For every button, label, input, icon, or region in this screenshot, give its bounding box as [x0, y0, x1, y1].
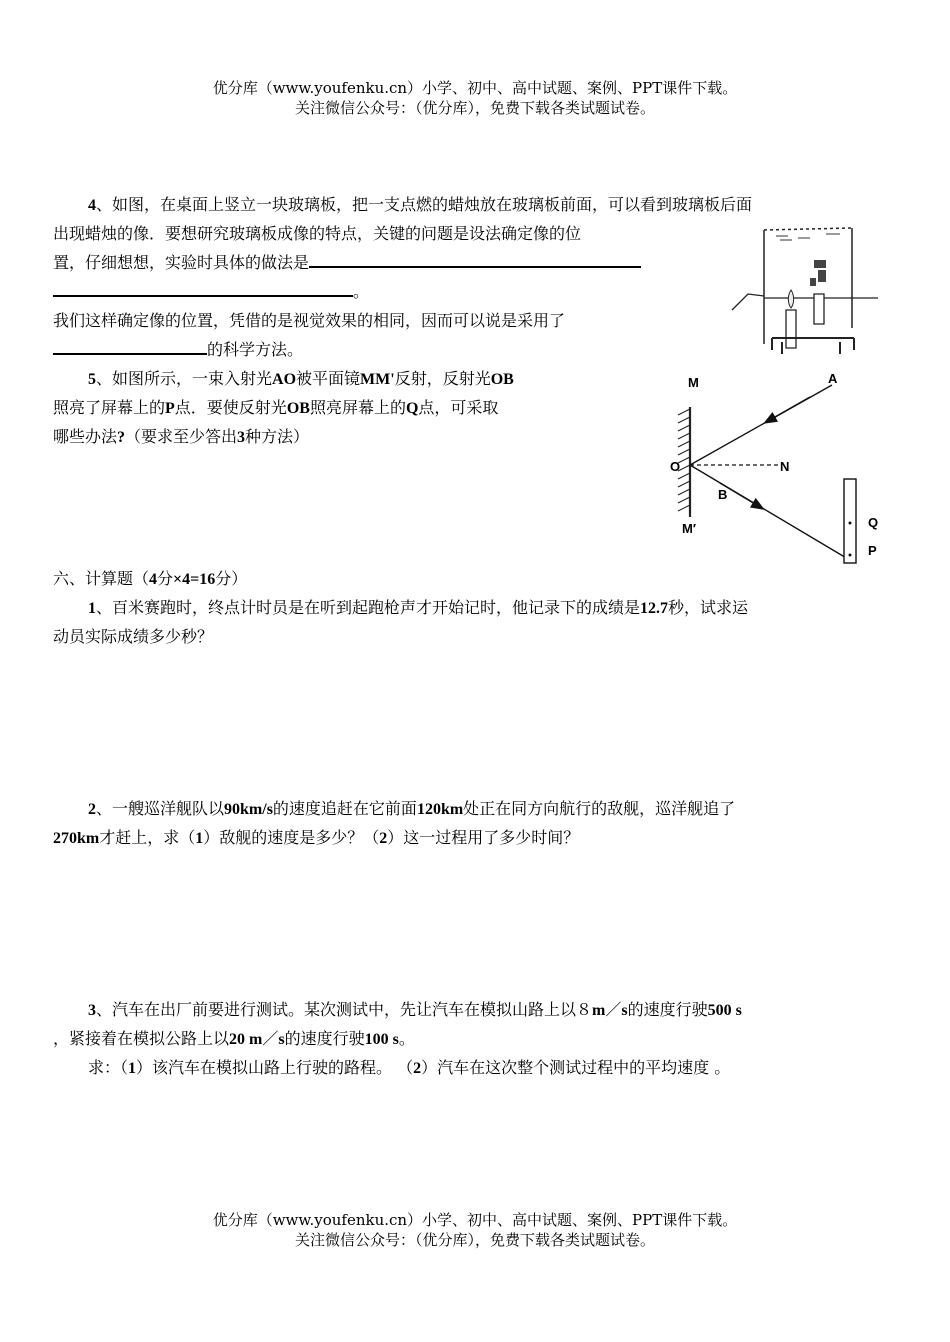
- q4-answer-blank-2[interactable]: [53, 277, 353, 297]
- q4-line-2: 出现蜡烛的像．要想研究玻璃板成像的特点，关键的问题是设法确定像的位: [53, 224, 582, 243]
- incident-arrow: [768, 397, 810, 421]
- q5-line-1: 5、如图所示，一束入射光AO被平面镜MM'反射，反射光OB: [88, 369, 514, 388]
- q4-number: 4: [88, 197, 96, 214]
- q4-answer-blank-1[interactable]: [309, 248, 641, 268]
- calc-question-2: [53, 794, 901, 852]
- candle-glass-figure: [728, 224, 888, 360]
- label-A: A: [828, 371, 838, 386]
- c3-line-2: ，紧接着在模拟公路上以20 m／s的速度行驶100 s。: [53, 1029, 415, 1048]
- q4-line-6: 的科学方法。: [53, 335, 901, 364]
- reflected-ray-OB: [690, 465, 848, 559]
- q5-line-3: 哪些办法?（要求至少答出3种方法）: [53, 427, 310, 446]
- glass-texture: [776, 234, 840, 240]
- c3-line-3: 求：（1）该汽车在模拟山路上行驶的路程。 （2）汽车在这次整个测试过程中的平均速度 。: [88, 1058, 731, 1077]
- footer-line-1: 优分库（www.youfenku.cn）小学、初中、高中试题、案例、PPT课件下载。: [212, 1211, 738, 1229]
- label-N: N: [780, 459, 790, 474]
- label-B: B: [718, 487, 728, 502]
- header-line-2: 关注微信公众号：（优分库），免费下载各类试题试卷。: [294, 99, 655, 117]
- point-Q: [849, 522, 852, 525]
- page-header: [0, 78, 950, 118]
- label-Q: Q: [868, 515, 879, 530]
- c1-line-2: 动员实际成绩多少秒？: [53, 627, 214, 646]
- q4-line-4: 。: [53, 277, 901, 306]
- candle-image: [814, 294, 824, 324]
- q4-line-1: 4、如图，在桌面上竖立一块玻璃板，把一支点燃的蜡烛放在玻璃板前面，可以看到玻璃板后面: [88, 195, 753, 214]
- incident-ray-AO: [690, 385, 832, 465]
- c1-line-1: 1、百米赛跑时，终点计时员是在听到起跑枪声才开始记时，他记录下的成绩是12.7秒，试求运: [88, 598, 749, 617]
- c2-line-2: 270km才赶上，求（1）敌舰的速度是多少？（2）这一过程用了多少时间？: [53, 828, 580, 847]
- question-5: [53, 364, 653, 451]
- mirror-reflection-figure: [660, 365, 900, 585]
- section-6-title: 六、计算题（4分×4=16分）: [53, 569, 248, 588]
- label-M-prime: M′: [682, 521, 696, 536]
- candle-icon: [786, 290, 796, 348]
- label-O: O: [670, 459, 681, 474]
- c2-line-1: 2、一艘巡洋舰队以90km/s的速度追赶在它前面120km处正在同方向航行的敌舰，巡洋舰追了: [88, 799, 736, 818]
- candle-image-blob: [810, 260, 826, 286]
- q4-answer-blank-3[interactable]: [53, 335, 207, 355]
- calc-question-3: [53, 995, 901, 1082]
- q4-line-3: 置，仔细想想，实验时具体的做法是: [53, 248, 901, 277]
- plate-stand: [772, 338, 854, 354]
- c3-line-1: 3、汽车在出厂前要进行测试。某次测试中，先让汽车在模拟山路上以８m／s的速度行驶500 s: [88, 1000, 742, 1019]
- q4-line-5: 我们这样确定像的位置，凭借的是视觉效果的相同，因而可以说是采用了: [53, 311, 566, 330]
- screen: [844, 479, 856, 563]
- page-footer: [0, 1210, 950, 1250]
- glass-plate-outline: [764, 228, 852, 344]
- table-edge: [732, 294, 878, 310]
- point-P: [849, 554, 852, 557]
- q5-line-2: 照亮了屏幕上的P点．要使反射光OB照亮屏幕上的Q点，可采取: [53, 398, 499, 417]
- calc-question-1: [53, 593, 901, 651]
- footer-line-2: 关注微信公众号：（优分库），免费下载各类试题试卷。: [294, 1231, 655, 1249]
- label-P: P: [868, 543, 877, 558]
- header-line-1: 优分库（www.youfenku.cn）小学、初中、高中试题、案例、PPT课件下载。: [212, 79, 738, 97]
- label-M: M: [688, 375, 699, 390]
